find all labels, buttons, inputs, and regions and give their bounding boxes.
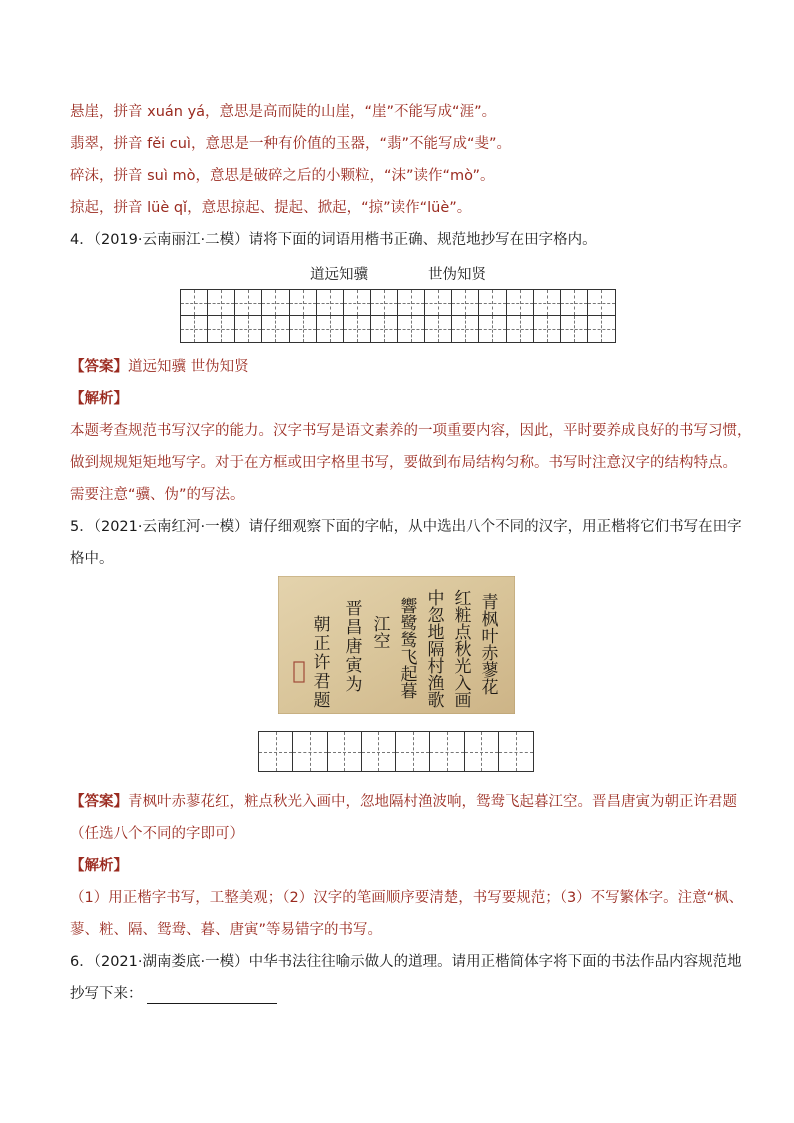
calligraphy-char: 正 bbox=[313, 634, 331, 654]
analysis-q4-line-1: 本题考查规范书写汉字的能力。汉字书写是语文素养的一项重要内容，因此，平时要养成良好的书写习惯， bbox=[70, 423, 752, 439]
answer-text: 青枫叶赤蓼花红，粧点秋光入画中，忽地隔村渔波响，鸳鸯飞起暮江空。晋昌唐寅为朝正许君题 bbox=[128, 794, 737, 810]
question-6-line-2 bbox=[70, 984, 277, 1004]
question-6-text: 抄写下来： bbox=[70, 986, 143, 1002]
calligraphy-char: 空 bbox=[373, 632, 391, 652]
calligraphy-char: 蓼 bbox=[481, 661, 499, 681]
note-line-1: 悬崖，拼音 xuán yá，意思是高而陡的山崖，“崖”不能写成“涯”。 bbox=[70, 104, 497, 120]
calligraphy-image bbox=[278, 576, 515, 714]
calligraphy-char: 秋 bbox=[454, 640, 472, 660]
calligraphy-char: 花 bbox=[481, 678, 499, 698]
answer-tag: 【答案】 bbox=[70, 794, 128, 810]
word-1: 道远知骥 bbox=[310, 267, 368, 283]
analysis-tag-q5: 【解析】 bbox=[70, 858, 128, 874]
question-4: 4．（2019·云南丽江·二模）请将下面的词语用楷书正确、规范地抄写在田字格内。 bbox=[70, 232, 597, 248]
calligraphy-char: 晋 bbox=[345, 599, 363, 619]
calligraphy-char: 起 bbox=[400, 665, 418, 685]
answer-text: 道远知骥 世伪知贤 bbox=[128, 359, 249, 375]
note-line-4: 掠起，拼音 lüè qǐ，意思掠起、提起、掀起，“掠”读作“lüè”。 bbox=[70, 200, 472, 216]
analysis-q4-line-2: 做到规规矩矩地写字。对于在方框或田字格里书写，要做到布局结构匀称。书写时注意汉字的结构特点。 bbox=[70, 455, 737, 471]
calligraphy-char: 题 bbox=[313, 691, 331, 711]
calligraphy-char: 朝 bbox=[313, 615, 331, 635]
analysis-tag-q4: 【解析】 bbox=[70, 391, 128, 407]
note-line-3: 碎沫，拼音 suì mò，意思是破碎之后的小颗粒，“沫”读作“mò”。 bbox=[70, 168, 495, 184]
tianzige-grid-q4[interactable] bbox=[180, 289, 616, 343]
calligraphy-char: 隔 bbox=[427, 640, 445, 660]
calligraphy-char: 许 bbox=[313, 653, 331, 673]
answer-q4 bbox=[70, 357, 249, 377]
calligraphy-char: 江 bbox=[373, 615, 391, 635]
calligraphy-char: 暮 bbox=[400, 682, 418, 702]
calligraphy-char: 叶 bbox=[481, 627, 499, 647]
calligraphy-char: 唐 bbox=[345, 637, 363, 657]
question-6-line-1: 6．（2021·湖南娄底·一模）中华书法往往喻示做人的道理。请用正楷简体字将下面的书法作品内容规范地 bbox=[70, 954, 742, 970]
analysis-q4-line-3: 需要注意“骥、伪”的写法。 bbox=[70, 487, 245, 503]
answer-q5-line-1 bbox=[70, 792, 737, 812]
calligraphy-char: 青 bbox=[481, 593, 499, 613]
analysis-q5-line-2: 蓼、粧、隔、鸳鸯、暮、唐寅”等易错字的书写。 bbox=[70, 922, 383, 938]
calligraphy-char: 寅 bbox=[345, 656, 363, 676]
answer-blank[interactable] bbox=[147, 989, 277, 1004]
calligraphy-char: 为 bbox=[345, 675, 363, 695]
word-2: 世伪知贤 bbox=[428, 267, 486, 283]
answer-q5-line-2: （任选八个不同的字即可） bbox=[70, 826, 244, 842]
calligraphy-char: 飞 bbox=[400, 648, 418, 668]
calligraphy-char: 赤 bbox=[481, 644, 499, 664]
calligraphy-char: 忽 bbox=[427, 606, 445, 626]
calligraphy-char: 響 bbox=[400, 597, 418, 617]
calligraphy-char: 枫 bbox=[481, 610, 499, 630]
calligraphy-char: 鸶 bbox=[400, 631, 418, 651]
question-5-line-1: 5．（2021·云南红河·一模）请仔细观察下面的字帖，从中选出八个不同的汉字，用正楷将它们书写在田字 bbox=[70, 519, 742, 535]
calligraphy-char: 红 bbox=[454, 589, 472, 609]
calligraphy-char: 点 bbox=[454, 623, 472, 643]
analysis-q5-line-1: （1）用正楷字书写，工整美观；（2）汉字的笔画顺序要清楚，书写要规范；（3）不写繁体字。注意“枫、 bbox=[70, 890, 744, 906]
calligraphy-char: 地 bbox=[427, 623, 445, 643]
calligraphy-char: 鹭 bbox=[400, 614, 418, 634]
calligraphy-char: 画 bbox=[454, 691, 472, 711]
calligraphy-char: 入 bbox=[454, 674, 472, 694]
question-5-line-2: 格中。 bbox=[70, 551, 114, 567]
calligraphy-char: 君 bbox=[313, 672, 331, 692]
answer-tag: 【答案】 bbox=[70, 359, 128, 375]
calligraphy-char: 光 bbox=[454, 657, 472, 677]
calligraphy-char: 中 bbox=[427, 589, 445, 609]
tianzige-grid-q5[interactable] bbox=[258, 731, 534, 772]
calligraphy-char: 村 bbox=[427, 657, 445, 677]
note-line-2: 翡翠，拼音 fěi cuì，意思是一种有价值的玉器，“翡”不能写成“斐”。 bbox=[70, 136, 512, 152]
calligraphy-char: 渔 bbox=[427, 674, 445, 694]
calligraphy-char: 昌 bbox=[345, 618, 363, 638]
calligraphy-char: 歌 bbox=[427, 691, 445, 711]
calligraphy-char: 粧 bbox=[454, 606, 472, 626]
